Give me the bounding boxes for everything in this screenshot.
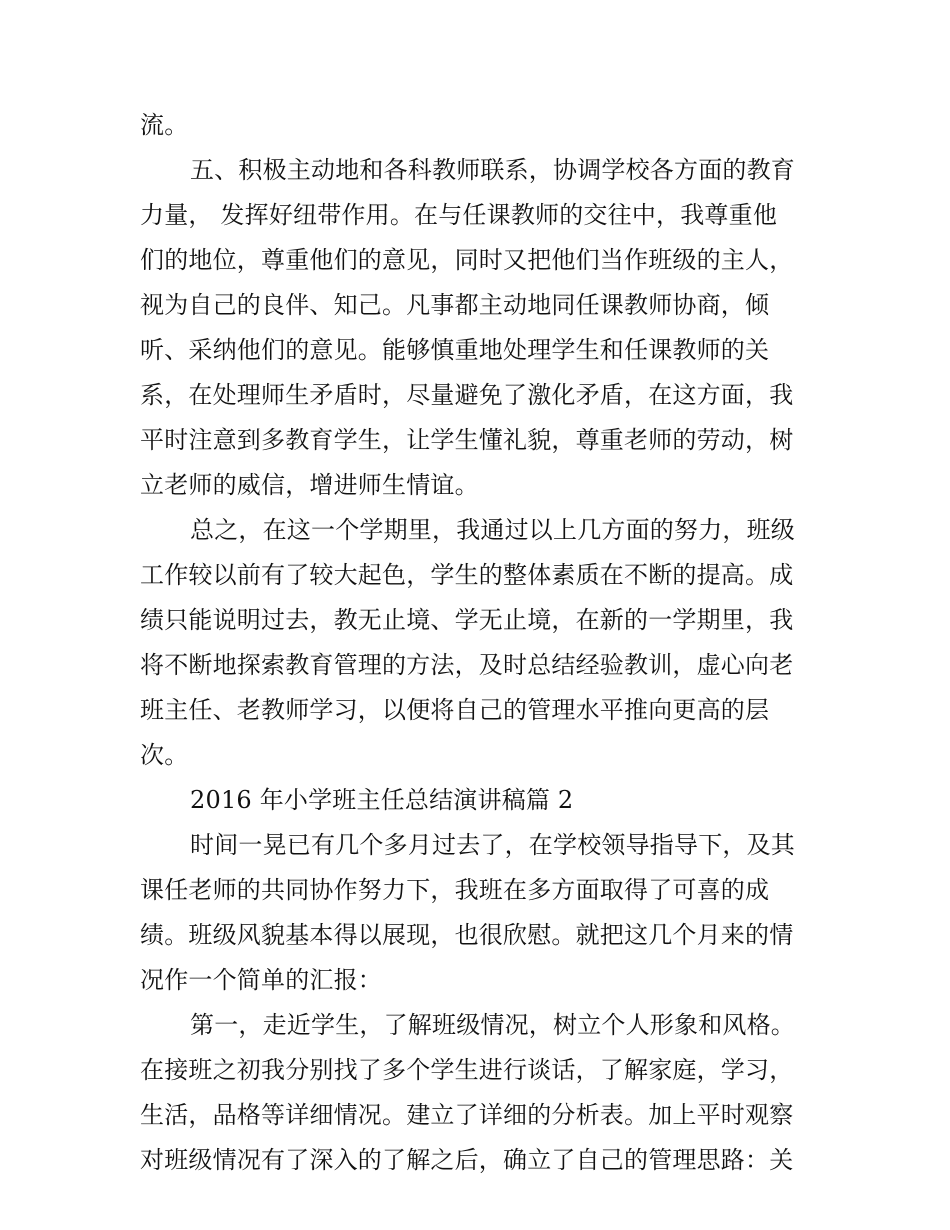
text-line: 生活，品格等详细情况。建立了详细的分析表。加上平时观察 [140, 1101, 794, 1129]
text-line: 立老师的威信，增进师生情谊。 [140, 471, 479, 499]
text-line: 对班级情况有了深入的了解之后，确立了自己的管理思路：关 [140, 1146, 794, 1174]
text-line: 在接班之初我分别找了多个学生进行谈话，了解家庭，学习， [140, 1056, 794, 1084]
text-line: 平时注意到多教育学生，让学生懂礼貌，尊重老师的劳动，树 [140, 426, 794, 454]
text-line: 力量， 发挥好纽带作用。在与任课教师的交往中，我尊重他 [140, 201, 778, 229]
text-line: 视为自己的良伴、知己。凡事都主动地同任课教师协商，倾 [140, 291, 770, 319]
text-line: 工作较以前有了较大起色，学生的整体素质在不断的提高。成 [140, 561, 794, 589]
text-line: 课任老师的共同协作努力下，我班在多方面取得了可喜的成 [140, 876, 770, 904]
text-line: 系，在处理师生矛盾时，尽量避免了激化矛盾，在这方面，我 [140, 381, 794, 409]
text-line: 们的地位，尊重他们的意见，同时又把他们当作班级的主人， [140, 246, 794, 274]
text-line: 将不断地探索教育管理的方法，及时总结经验教训，虚心向老 [140, 651, 794, 679]
paragraph-start-line: 五、积极主动地和各科教师联系，协调学校各方面的教育 [190, 156, 795, 184]
text-line: 听、采纳他们的意见。能够慎重地处理学生和任课教师的关 [140, 336, 770, 364]
paragraph-start-line: 总之，在这一个学期里，我通过以上几方面的努力，班级 [190, 516, 795, 544]
text-line: 况作一个简单的汇报： [140, 966, 382, 994]
paragraph-start-line: 第一，走近学生，了解班级情况，树立个人形象和风格。 [190, 1011, 795, 1039]
text-line: 次。 [140, 741, 189, 769]
text-line: 绩。班级风貌基本得以展现，也很欣慰。就把这几个月来的情 [140, 921, 794, 949]
section-heading: 2016 年小学班主任总结演讲稿篇 2 [190, 786, 574, 814]
text-line: 流。 [140, 111, 189, 139]
paragraph-start-line: 时间一晃已有几个多月过去了，在学校领导指导下，及其 [190, 831, 795, 859]
text-line: 绩只能说明过去，教无止境、学无止境，在新的一学期里，我 [140, 606, 794, 634]
text-line: 班主任、老教师学习，以便将自己的管理水平推向更高的层 [140, 696, 770, 724]
